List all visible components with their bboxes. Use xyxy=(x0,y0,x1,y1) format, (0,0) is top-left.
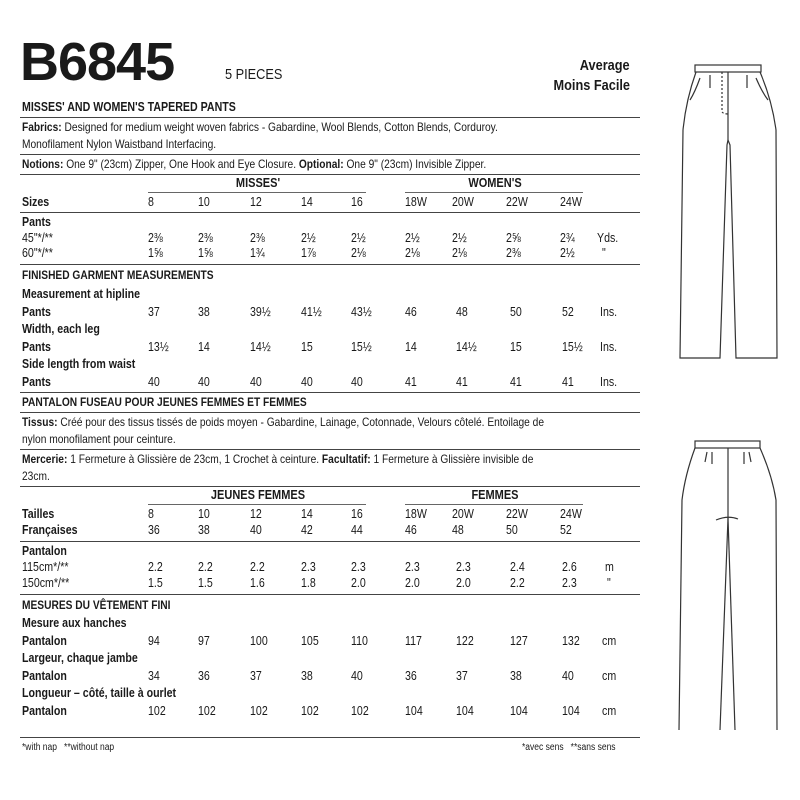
divider xyxy=(20,541,640,542)
divider xyxy=(20,737,640,738)
measurement-row: Pantalon 34 36 37 38 40 36 37 38 40 cm xyxy=(22,669,617,683)
footnote-fr: *avec sens **sans sens xyxy=(522,742,616,753)
divider xyxy=(20,174,640,175)
finished-title-fr: MESURES DU VÊTEMENT FINI xyxy=(22,598,171,612)
title-fr: PANTALON FUSEAU POUR JEUNES FEMMES ET FEMMES xyxy=(22,395,307,409)
divider xyxy=(20,117,640,118)
mercerie-line-1: Mercerie: 1 Fermeture à Glissière de 23cm, 1 Crochet à ceinture. Facultatif: 1 Fermeture à Glissière invisible de xyxy=(22,452,534,466)
divider xyxy=(20,412,640,413)
yardage-row: 60"*/** 1⅝ 1⅝ 1¾ 1⅞ 2⅛ 2⅛ 2⅛ 2⅜ 2½ " xyxy=(22,246,606,260)
measurement-row: Pantalon 102 102 102 102 102 104 104 104 104 cm xyxy=(22,704,617,718)
measurement-row: Pants 40 40 40 40 40 41 41 41 41 Ins. xyxy=(22,375,618,389)
yardage-row: 45"*/** 2⅜ 2⅜ 2⅜ 2½ 2½ 2½ 2½ 2⅝ 2¾ Yds. xyxy=(22,231,619,245)
pattern-code: B6845 xyxy=(20,32,175,92)
group-underline xyxy=(405,504,583,505)
footnote-en: *with nap **without nap xyxy=(22,742,115,753)
difficulty-en: Average xyxy=(580,57,630,74)
divider xyxy=(20,212,640,213)
sizes-row: Sizes 8 10 12 14 16 18W 20W 22W 24W xyxy=(22,195,582,209)
measurement-row: Pantalon 94 97 100 105 110 117 122 127 132 cm xyxy=(22,634,617,648)
pieces-count: 5 PIECES xyxy=(225,66,283,83)
pants-heading: Pants xyxy=(22,215,51,229)
divider xyxy=(20,594,640,595)
group-underline xyxy=(405,192,583,193)
group-misses: MISSES' xyxy=(235,176,281,190)
metrage-row: 150cm*/** 1.5 1.5 1.6 1.8 2.0 2.0 2.0 2.2 2.3 " xyxy=(22,576,611,590)
group-femmes: FEMMES xyxy=(471,488,519,502)
measurement-heading: Mesure aux hanches xyxy=(22,616,127,630)
tailles-row: Tailles 8 10 12 14 16 18W 20W 22W 24W xyxy=(22,507,582,521)
measurement-heading: Measurement at hipline xyxy=(22,287,141,301)
group-underline xyxy=(148,192,366,193)
divider xyxy=(20,449,640,450)
measurement-heading: Width, each leg xyxy=(22,322,100,336)
pantalon-heading: Pantalon xyxy=(22,544,67,558)
difficulty-fr: Moins Facile xyxy=(553,77,630,94)
pants-front-drawing xyxy=(650,40,800,360)
divider xyxy=(20,154,640,155)
divider xyxy=(20,392,640,393)
group-womens: WOMEN'S xyxy=(468,176,522,190)
measurement-heading: Largeur, chaque jambe xyxy=(22,651,138,665)
finished-title: FINISHED GARMENT MEASUREMENTS xyxy=(22,268,214,282)
divider xyxy=(20,486,640,487)
measurement-row: Pants 37 38 39½ 41½ 43½ 46 48 50 52 Ins. xyxy=(22,305,618,319)
title-en: MISSES' AND WOMEN'S TAPERED PANTS xyxy=(22,100,236,114)
tissus-line-2: nylon monofilament pour ceinture. xyxy=(22,432,176,446)
metrage-row: 115cm*/** 2.2 2.2 2.2 2.3 2.3 2.3 2.3 2.4 2.6 m xyxy=(22,560,614,574)
measurement-heading: Longueur – côté, taille à ourlet xyxy=(22,686,177,700)
measurement-heading: Side length from waist xyxy=(22,357,136,371)
fabrics-line-1: Fabrics: Designed for medium weight woven fabrics - Gabardine, Wool Blends, Cotton Blends, Corduroy. xyxy=(22,120,498,134)
pants-back-drawing xyxy=(650,420,800,730)
mercerie-line-2: 23cm. xyxy=(22,469,50,483)
francaises-row: Françaises 36 38 40 42 44 46 48 50 52 xyxy=(22,523,572,537)
group-jeunes-femmes: JEUNES FEMMES xyxy=(210,488,306,502)
notions-line: Notions: One 9" (23cm) Zipper, One Hook and Eye Closure. Optional: One 9" (23cm) Invisible Zipper. xyxy=(22,157,487,171)
group-underline xyxy=(148,504,366,505)
fabrics-line-2: Monofilament Nylon Waistband Interfacing. xyxy=(22,137,217,151)
measurement-row: Pants 13½ 14 14½ 15 15½ 14 14½ 15 15½ Ins. xyxy=(22,340,618,354)
tissus-line-1: Tissus: Créé pour des tissus tissés de poids moyen - Gabardine, Lainage, Cotonnade, Velours côtelé. Entoilage de xyxy=(22,415,545,429)
divider xyxy=(20,264,640,265)
